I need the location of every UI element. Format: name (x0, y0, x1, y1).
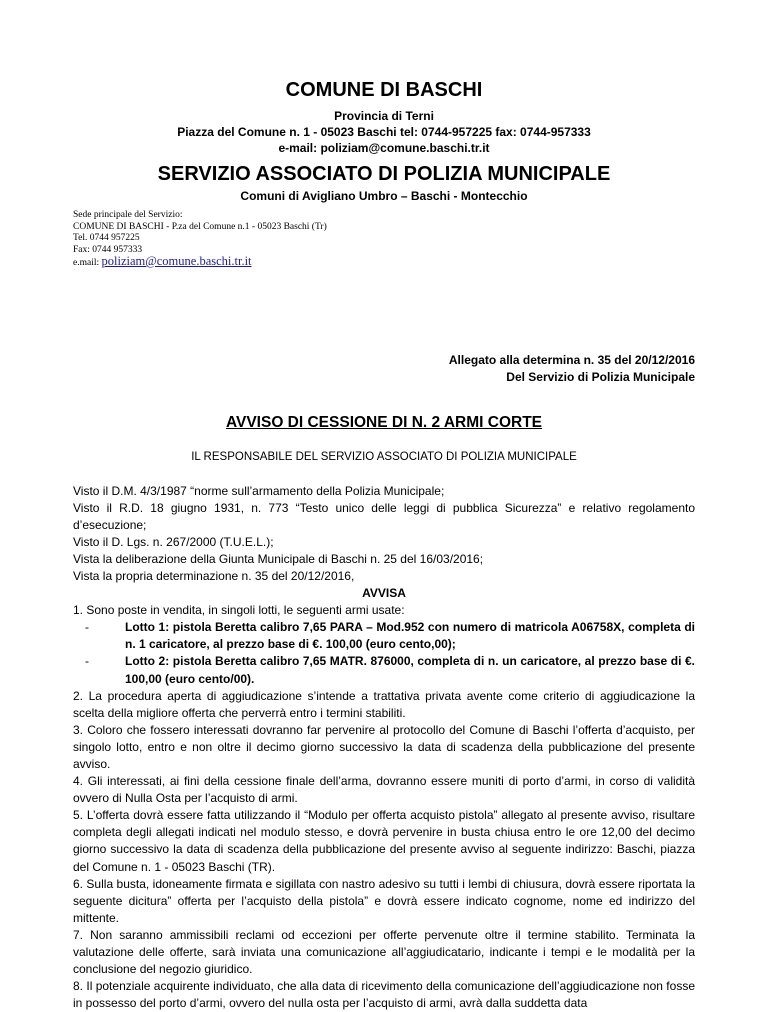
avvisa-heading: AVVISA (73, 585, 695, 602)
comune-title: COMUNE DI BASCHI (73, 78, 695, 102)
sede-email-label: e.mail: (73, 258, 102, 268)
allegato-line-1: Allegato alla determina n. 35 del 20/12/2016 (73, 352, 695, 369)
sede-email-link[interactable]: poliziam@comune.baschi.tr.it (102, 254, 252, 268)
point-2: 2. La procedura aperta di aggiudicazione s’intende a trattativa privata avente come criterio di aggiudicazione la scelta della migliore offerta che perverrà entro i termini stabiliti. (73, 688, 695, 722)
lot-1 (73, 619, 695, 653)
sede-line-2: COMUNE DI BASCHI - P.za del Comune n.1 - 05023 Baschi (Tr) (73, 222, 695, 234)
point-1: 1. Sono poste in vendita, in singoli lotti, le seguenti armi usate: (73, 602, 695, 619)
visto-4: Vista la deliberazione della Giunta Municipale di Baschi n. 25 del 16/03/2016; (73, 551, 695, 568)
lot-2 (73, 653, 695, 687)
sede-line-3: Tel. 0744 957225 (73, 233, 695, 245)
visto-2: Visto il R.D. 18 giugno 1931, n. 773 “Testo unico delle leggi di pubblica Sicurezza” e relativo regolamento d’esecuzione; (73, 500, 695, 534)
service-title: SERVIZIO ASSOCIATO DI POLIZIA MUNICIPALE (73, 162, 695, 186)
point-6: 6. Sulla busta, idoneamente firmata e sigillata con nastro adesivo su tutti i lembi di chiusura, dovrà essere riportata la seguente dicitura” offerta per l’acquisto della pistola” e dovrà essere indicato cognome, nome ed indirizzo del mittente. (73, 876, 695, 927)
address-line: Piazza del Comune n. 1 - 05023 Baschi tel: 0744-957225 fax: 0744-957333 (73, 124, 695, 140)
sede-line-1: Sede principale del Servizio: (73, 210, 695, 222)
allegato-line-2: Del Servizio di Polizia Municipale (73, 369, 695, 386)
letterhead (73, 78, 695, 204)
avviso-title: AVVISO DI CESSIONE DI N. 2 ARMI CORTE (73, 414, 695, 432)
lot-1-dash: - (85, 619, 89, 636)
sede-email-line (73, 256, 695, 270)
visto-5: Vista la propria determinazione n. 35 del 20/12/2016, (73, 568, 695, 585)
email-line: e-mail: poliziam@comune.baschi.tr.it (73, 140, 695, 156)
allegato-block (73, 352, 695, 386)
visto-1: Visto il D.M. 4/3/1987 “norme sull’armamento della Polizia Municipale; (73, 483, 695, 500)
point-3: 3. Coloro che fossero interessati dovranno far pervenire al protocollo del Comune di Baschi l’offerta d’acquisto, per singolo lotto, entro e non oltre il decimo giorno successivo la data di scadenza della pubblicazione del presente avviso. (73, 722, 695, 773)
point-5: 5. L’offerta dovrà essere fatta utilizzando il “Modulo per offerta acquisto pistola” allegato al presente avviso, risultare completa degli allegati indicati nel modulo stesso, e dovrà pervenire in busta chiusa entro le ore 12,00 del decimo giorno successivo la data di scadenza della pubblicazione del presente avviso al seguente indirizzo: Baschi, piazza del Comune n. 1 - 05023 Baschi (TR). (73, 807, 695, 875)
document-body (73, 483, 695, 1012)
responsabile-heading: IL RESPONSABILE DEL SERVIZIO ASSOCIATO DI POLIZIA MUNICIPALE (73, 451, 695, 463)
point-7: 7. Non saranno ammissibili reclami od eccezioni per offerte pervenute oltre il termine stabilito. Terminata la valutazione delle offerte, sarà inviata una comunicazione all’aggiudicatario, indicante i tempi e le modalità per la conclusione del negozio giuridico. (73, 927, 695, 978)
point-4: 4. Gli interessati, ai fini della cessione finale dell’arma, dovranno essere muniti di porto d’armi, in corso di validità ovvero di Nulla Osta per l’acquisto di armi. (73, 773, 695, 807)
visto-3: Visto il D. Lgs. n. 267/2000 (T.U.E.L.); (73, 534, 695, 551)
sede-line-4: Fax: 0744 957333 (73, 245, 695, 257)
provincia-line: Provincia di Terni (73, 108, 695, 124)
comuni-line: Comuni di Avigliano Umbro – Baschi - Montecchio (73, 188, 695, 204)
lot-2-text: Lotto 2: pistola Beretta calibro 7,65 MATR. 876000, completa di n. un caricatore, al prezzo base di €. 100,00 (euro cento/00). (125, 654, 695, 685)
point-8: 8. Il potenziale acquirente individuato, che alla data di ricevimento della comunicazione dell’aggiudicazione non fosse in possesso del porto d’armi, ovvero del nulla osta per l’acquisto di armi, avrà dalla suddetta data (73, 978, 695, 1012)
sede-block (73, 210, 695, 270)
lot-2-dash: - (85, 653, 89, 670)
lot-1-text: Lotto 1: pistola Beretta calibro 7,65 PARA – Mod.952 con numero di matricola A06758X, completa di n. 1 caricatore, al prezzo base di €. 100,00 (euro cento,00); (125, 620, 695, 651)
